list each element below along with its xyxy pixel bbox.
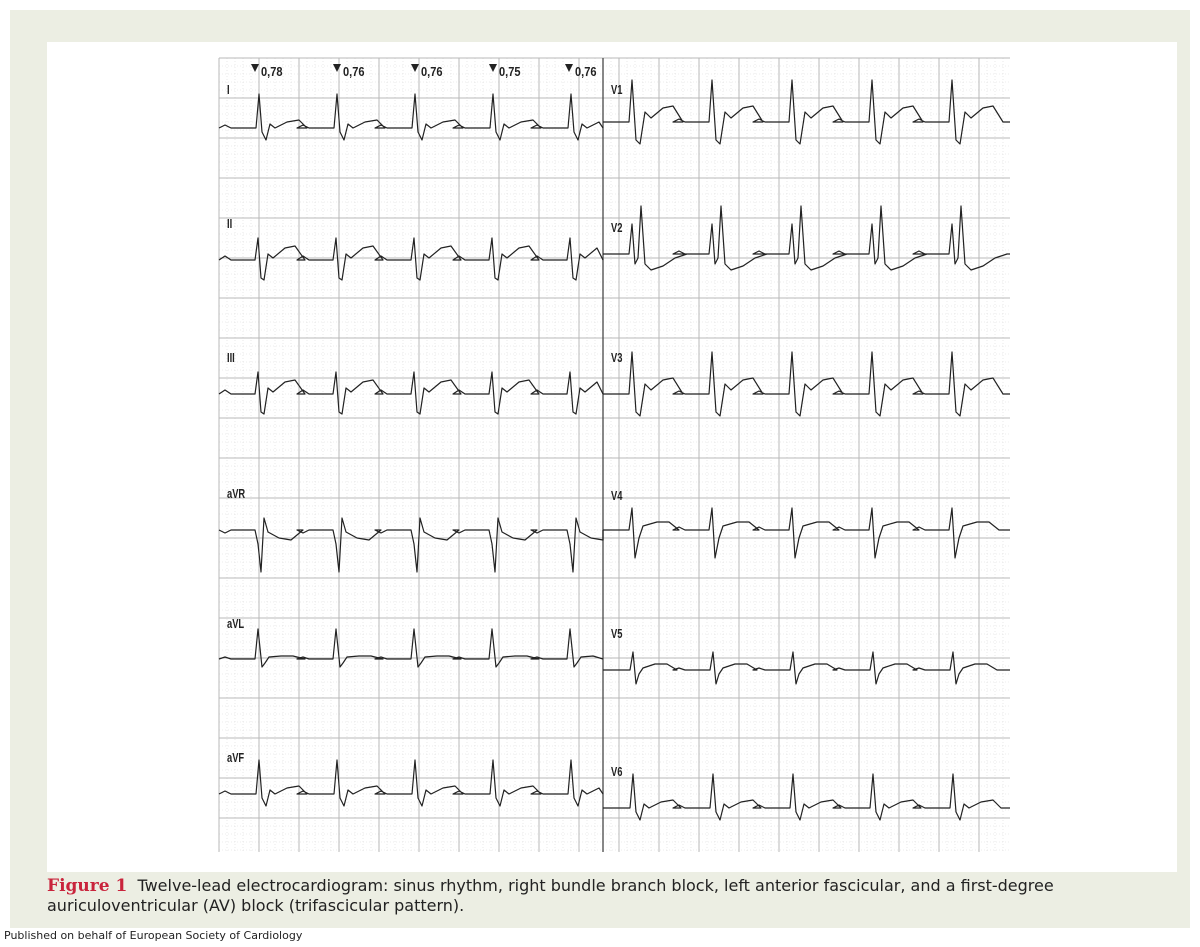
lead-label-V1: V1 [611,83,623,98]
publisher-note: Published on behalf of European Society of Cardiology [4,929,303,942]
rr-marker-icon [489,64,497,72]
lead-label-aVF: aVF [227,751,245,766]
lead-label-aVL: aVL [227,617,245,632]
ecg-grid-minor [219,58,1010,852]
lead-trace-V6 [603,774,1010,820]
lead-trace-V3 [603,352,1010,416]
rr-interval-label: 0,76 [421,64,443,80]
ecg-figure [47,42,1177,872]
caption-text: Twelve-lead electrocardiogram: sinus rhythm, right bundle branch block, left anterior fascicular, and a first-degree auriculoventricular (AV) block (trifascicular pattern). [47,876,1054,915]
lead-label-II: II [227,217,233,232]
rr-interval-label: 0,75 [499,64,521,80]
lead-label-I: I [227,83,230,98]
rr-marker-icon [565,64,573,72]
lead-label-aVR: aVR [227,487,246,502]
lead-label-V3: V3 [611,351,623,366]
ecg-grid-major [219,58,1010,852]
figure-panel [10,10,1190,928]
lead-label-V2: V2 [611,221,623,236]
caption-label: Figure 1 [47,876,128,896]
rr-marker-icon [251,64,259,72]
ecg-tracing [47,42,1177,872]
rr-interval-label: 0,76 [575,64,597,80]
rr-marker-icon [333,64,341,72]
lead-label-V6: V6 [611,765,623,780]
lead-trace-V5 [603,652,1010,684]
lead-trace-V4 [603,508,1010,558]
rr-marker-icon [411,64,419,72]
lead-label-V4: V4 [611,489,623,504]
figure-caption [47,876,1187,916]
lead-trace-V2 [603,206,1010,270]
rr-interval-label: 0,78 [261,64,283,80]
lead-label-V5: V5 [611,627,623,642]
lead-label-III: III [227,351,235,366]
lead-trace-V1 [603,80,1010,144]
rr-interval-label: 0,76 [343,64,365,80]
